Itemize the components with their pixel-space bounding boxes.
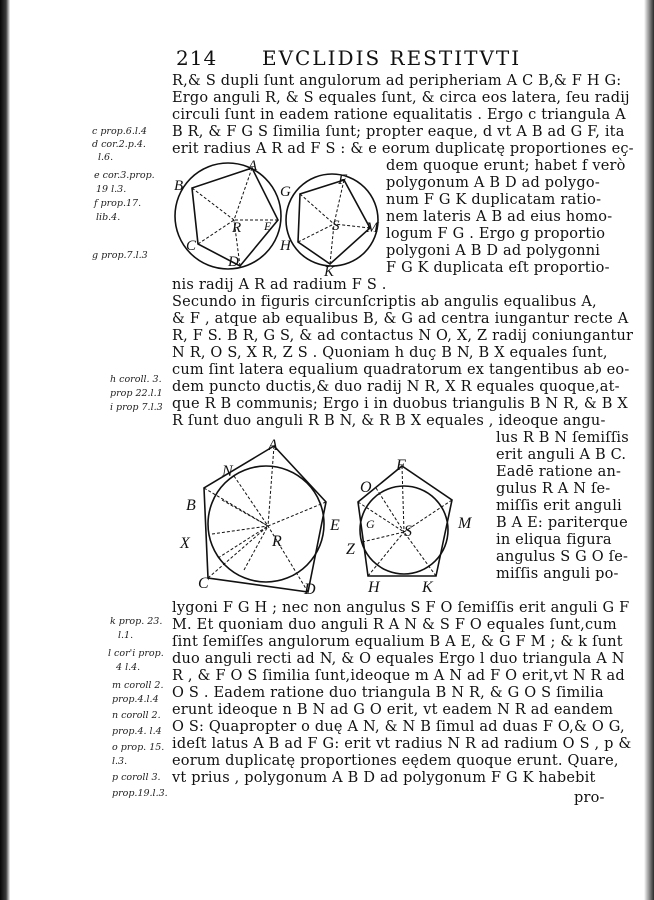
figure-label: K <box>422 579 433 596</box>
figure-label: C <box>198 575 209 592</box>
figure-label: E <box>264 219 272 233</box>
page-edge-right <box>644 0 654 900</box>
running-header <box>0 46 654 72</box>
figure-label: M <box>366 220 379 236</box>
margin-note: g prop.7.l.3 <box>92 250 148 261</box>
margin-note: l cor'i prop. <box>108 648 164 659</box>
margin-note: d cor.2.p.4. <box>92 139 146 150</box>
text-line: angulus S G O ſe- <box>496 549 629 565</box>
text-line: logum F G . Ergo g proportio <box>386 226 606 242</box>
figure-label: F <box>338 172 348 188</box>
text-line: N R, O S, X R, Z S . Quoniam h duç B N, B X equales ſunt, <box>172 345 608 361</box>
text-line: O S: Quapropter o duę A N, & N B ſimul ad duas F O,& O G, <box>172 719 625 735</box>
text-line: nis radij A R ad radium F S . <box>172 277 387 293</box>
figure-label: Z <box>346 541 355 558</box>
running-title: EVCLIDIS RESTITVTI <box>262 46 522 70</box>
text-line: dem puncto ductis,& duo radij N R, X R equales quoque,at- <box>172 379 620 395</box>
figure-label: B <box>174 178 184 194</box>
figure-label: S <box>404 523 412 540</box>
text-line: B A E: pariterque <box>496 515 628 531</box>
text-line: Secundo in figuris circunſcriptis ab angulis equalibus A, <box>172 294 597 310</box>
text-line: erit radius A R ad F S : & e eorum duplicatę proportiones eç- <box>172 141 634 157</box>
text-line: lus R B N ſemiſſis <box>496 430 629 446</box>
margin-note: lib.4. <box>96 212 121 223</box>
text-line: O S . Eadem ratione duo triangula B N R, & G O S ſimilia <box>172 685 604 701</box>
text-line: polygoni A B D ad polygonni <box>386 243 601 259</box>
text-line: vt prius , polygonum A B D ad polygonum F G K habebit <box>172 770 596 786</box>
text-line: circuli ſunt in eadem ratione equalitatis . Ergo c triangula A <box>172 107 626 123</box>
text-line: Ergo anguli R, & S equales ſunt, & circa eos latera, ſeu radij <box>172 90 630 106</box>
figure-label: O <box>360 479 372 496</box>
figure-label: C <box>186 238 197 254</box>
margin-note: k prop. 23. <box>110 616 163 627</box>
margin-note: 4 l.4. <box>116 662 141 673</box>
text-line: erit anguli A B C. <box>496 447 627 463</box>
text-line: eorum duplicatę proportiones eędem quoque erunt. Quare, <box>172 753 619 769</box>
figure-label: G <box>366 517 375 531</box>
margin-note: f prop.17. <box>94 198 142 209</box>
figure-label: A <box>248 158 258 174</box>
margin-note: prop.4. l.4 <box>112 726 162 737</box>
text-line: B R, & F G S ſimilia ſunt; propter eaque, d vt A B ad G F, ita <box>172 124 625 140</box>
margin-note: l.3. <box>112 756 128 767</box>
margin-note: prop 22.l.1 <box>110 388 163 399</box>
margin-note: 19 l.3. <box>96 184 127 195</box>
margin-note: o prop. 15. <box>112 742 165 753</box>
text-line: polygonum A B D ad polygo- <box>386 175 600 191</box>
margin-note: l.1. <box>118 630 134 641</box>
text-line: cum ſint latera equalium quadratorum ex tangentibus ab eo- <box>172 362 630 378</box>
text-line: num F G K duplicatam ratio- <box>386 192 602 208</box>
catchword: pro- <box>574 790 605 806</box>
text-line: R , & F O S ſimilia ſunt,ideoque m A N ad F O erit,vt N R ad <box>172 668 625 684</box>
text-line: nem lateris A B ad eius homo- <box>386 209 613 225</box>
text-line: & F , atque ab equalibus B, & G ad centra iungantur recte A <box>172 311 629 327</box>
margin-note: i prop 7.l.3 <box>110 402 163 413</box>
figure-label: S <box>332 218 340 234</box>
figure-label: B <box>186 497 196 514</box>
text-line: R ſunt duo anguli R B N, & R B X equales , ideoque angu- <box>172 413 606 429</box>
figure-label: H <box>280 238 291 254</box>
margin-note: n coroll 2. <box>112 710 161 721</box>
margin-note: e cor.3.prop. <box>94 170 155 181</box>
margin-note: prop.19.l.3. <box>112 788 168 799</box>
page-number: 214 <box>176 46 218 70</box>
figure-inscribed-polygons <box>168 158 388 280</box>
margin-note: h coroll. 3. <box>110 374 162 385</box>
figure-label: R <box>272 533 282 550</box>
text-line: R, F S. B R, G S, & ad contactus N O, X, Z radij coniungantur <box>172 328 634 344</box>
text-line: M. Et quoniam duo anguli R A N & S F O equales ſunt,cum <box>172 617 617 633</box>
figure-label: D <box>304 581 316 598</box>
figure-label: M <box>458 515 472 532</box>
margin-note: prop.4.l.4 <box>112 694 159 705</box>
figure-circumscribed-polygons <box>178 438 498 610</box>
page-gutter-shadow <box>0 0 10 900</box>
text-line: F G K duplicata eſt proportio- <box>386 260 610 276</box>
text-line: miſſis erit anguli <box>496 498 622 514</box>
figure-label: X <box>180 535 190 552</box>
margin-note: p coroll 3. <box>112 772 161 783</box>
margin-note: l.6. <box>98 152 114 163</box>
figure-label: H <box>368 579 380 596</box>
text-line: que R B communis; Ergo i in duobus triangulis B N R, & B X <box>172 396 628 412</box>
text-line: gulus R A N ſe- <box>496 481 611 497</box>
margin-note: c prop.6.l.4 <box>92 126 147 137</box>
text-line: dem quoque erunt; habet f verò <box>386 158 626 174</box>
figure-label: A <box>268 438 278 454</box>
text-line: R,& S dupli ſunt angulorum ad peripheriam A C B,& F H G: <box>172 73 622 89</box>
figure-label: D <box>228 254 239 270</box>
figure-label: R <box>232 220 242 236</box>
text-line: erunt ideoque n B N ad G O erit, vt eadem N R ad eandem <box>172 702 614 718</box>
figure-label: F <box>396 457 406 474</box>
text-line: Eadē ratione an- <box>496 464 622 480</box>
margin-note: m coroll 2. <box>112 680 164 691</box>
text-line: duo anguli recti ad N, & O equales Ergo l duo triangula A N <box>172 651 625 667</box>
text-line: miſſis anguli po- <box>496 566 619 582</box>
figure-label: G <box>280 184 291 200</box>
text-line: lygoni F G H ; nec non angulus S F O ſemiſſis erit anguli G F <box>172 600 630 616</box>
figure-label: E <box>330 517 340 534</box>
text-line: ideſt latus A B ad F G: erit vt radius N R ad radium O S , p & <box>172 736 632 752</box>
text-line: in eliqua figura <box>496 532 612 548</box>
text-line: ſint ſemiſſes angulorum equalium B A E, & G F M ; & k ſunt <box>172 634 623 650</box>
figure-label: K <box>324 264 335 280</box>
figure-label: N <box>222 463 233 480</box>
